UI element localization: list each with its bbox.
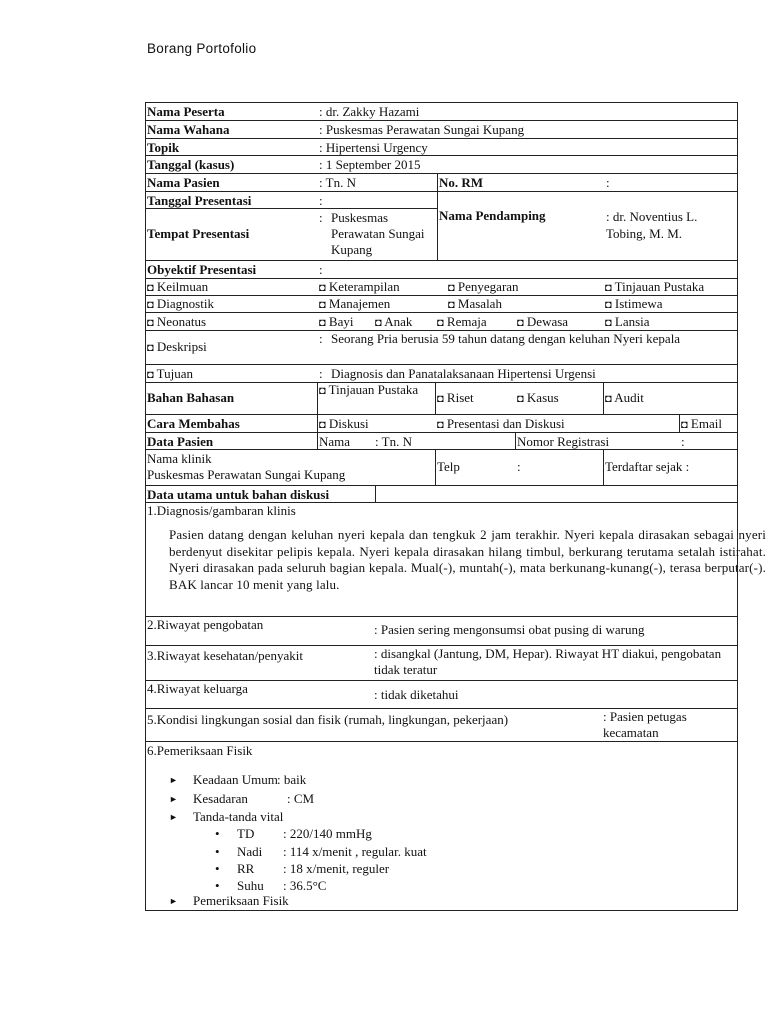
option-email[interactable]: ◘ Email [681, 416, 722, 431]
nomor-registrasi-label: Nomor Registrasi [517, 434, 610, 449]
option-bahan-tinjauan-pustaka[interactable]: ◘ Tinjauan Pustaka [319, 382, 419, 397]
no-rm-label: No. RM [439, 175, 484, 190]
option-diskusi[interactable]: ◘ Diskusi [319, 416, 369, 431]
checkbox-icon: ◘ [605, 317, 612, 329]
option-masalah[interactable]: ◘ Masalah [448, 296, 502, 311]
option-penyegaran[interactable]: ◘ Penyegaran [448, 279, 519, 294]
section-riwayat-keluarga-label: 4.Riwayat keluarga [147, 681, 248, 696]
checkbox-icon: ◘ [375, 317, 382, 329]
option-dewasa[interactable]: ◘ Dewasa [517, 314, 569, 329]
checkbox-icon: ◘ [319, 385, 326, 397]
checkbox-icon: ◘ [437, 393, 444, 405]
section-riwayat-keluarga-value: : tidak diketahui [374, 687, 459, 702]
checkbox-icon: ◘ [517, 317, 524, 329]
pasien-nama-value: : Tn. N [375, 434, 412, 449]
nama-wahana-label: Nama Wahana [147, 122, 230, 137]
tanggal-presentasi-value: : [319, 193, 323, 208]
checkbox-icon: ◘ [605, 282, 612, 294]
nama-klinik-label: Nama klinik [147, 451, 212, 466]
diagnosis-paragraph: Pasien datang dengan keluhan nyeri kepala dan tengkuk 2 jam terakhir. Nyeri kepala dirasakan sebagai nyeri berdenyut disekitar pelipis kepala. Nyeri kepala dirasakan hilang timbul, berkurang terutama setalah istirahat. Nyeri dirasakan pada seluruh bagian kepala. Mual(-), muntah(-), mata berkunang-kunang(-), terasa berputar(-). BAK lancar 10 menit yang lalu. [169, 527, 766, 592]
checkbox-icon: ◘ [319, 419, 326, 431]
checkbox-icon: ◘ [448, 299, 455, 311]
checkbox-icon: ◘ [605, 299, 612, 311]
checkbox-icon: ◘ [319, 299, 326, 311]
arrow-icon: ► [169, 812, 178, 822]
arrow-icon: ► [169, 896, 178, 906]
topik-label: Topik [147, 140, 180, 155]
cara-membahas-label: Cara Membahas [147, 416, 240, 431]
telp-label: Telp [437, 459, 460, 474]
tujuan-option[interactable]: ◘ Tujuan [147, 366, 194, 381]
checkbox-icon: ◘ [147, 342, 154, 354]
option-diagnostik[interactable]: ◘ Diagnostik [147, 296, 214, 311]
terdaftar-sejak: Terdaftar sejak : [605, 459, 690, 474]
portfolio-form-table: Nama Peserta : dr. Zakky Hazami Nama Wahana : Puskesmas Perawatan Sungai Kupang Topik : Hipertensi Urgency Tanggal (kasus) : 1 September 2015 Nama Pasien : Tn. N No. RM : Tanggal Presentasi : Tempat Presentasi : Puskesmas Perawatan Sungai Kupang Nama Pendamping : dr. Noventius L. Tobing, M. M. Obyektif Presentasi : ◘ Keilmuan ◘ Keterampilan ◘ Penyegaran ◘ Tinjauan Pustaka ◘ Diagnostik ◘ Manajemen ◘ Masalah ◘ Istimewa ◘ Neonatus ◘ Bayi ◘ Anak ◘ Remaja ◘ Dewasa ◘ Lansia ◘ Deskripsi : Seorang Pria berusia 59 tahun datang dengan keluhan Nyeri kepala ◘ Tujuan : Diagnosis dan Panatalaksanaan Hipertensi Urgensi Bahan Bahasan ◘ Tinjauan Pustaka ◘ Riset ◘ Kasus ◘ Audit Cara Membahas ◘ Diskusi ◘ Presentasi dan Diskusi ◘ Email Data Pasien Nama : Tn. N Nomor Registrasi : Nama klinik Puskesmas Perawatan Sungai Kupang Telp : Terdaftar sejak : Data utama untuk bahan diskusi 1.Diagnosis/gambaran klinis 2.Riwayat pengobatan : Pasien sering mengonsumsi obat pusing di warung 3.Riwayat kesehatan/penyakit : disangkal (Jantung, DM, Hepar). Riwayat HT diakui, pengobatan tidak teratur 4.Riwayat keluarga : tidak diketahui 5.Kondisi lingkungan sosial dan fisik (rumah, lingkungan, pekerjaan) : Pasien petugas kecamatan 6.Pemeriksaan Fisik ► Keadaan Umum : baik ► Kesadaran : CM ► Tanda-tanda vital • TD : 220/140 mmHg • Nadi : 114 x/menit , regular. kuat • RR : 18 x/menit, reguler • Suhu : 36.5°C ► Pemeriksaan Fisik [145, 102, 738, 912]
deskripsi-colon: : [319, 331, 323, 346]
section-pemeriksaan-fisik-label: 6.Pemeriksaan Fisik [147, 743, 253, 758]
obyektif-presentasi-colon: : [319, 262, 323, 277]
checkbox-icon: ◘ [319, 282, 326, 294]
checkbox-icon: ◘ [147, 317, 154, 329]
tempat-presentasi-colon: : [319, 210, 323, 225]
checkbox-icon: ◘ [681, 419, 688, 431]
section-kondisi-lingkungan-value: : Pasien petugas kecamatan [603, 709, 687, 740]
option-presentasi-diskusi[interactable]: ◘ Presentasi dan Diskusi [437, 416, 565, 431]
option-remaja[interactable]: ◘ Remaja [437, 314, 487, 329]
option-manajemen[interactable]: ◘ Manajemen [319, 296, 391, 311]
option-bayi[interactable]: ◘ Bayi [319, 314, 354, 329]
checkbox-icon: ◘ [448, 282, 455, 294]
option-istimewa[interactable]: ◘ Istimewa [605, 296, 663, 311]
checkbox-icon: ◘ [147, 282, 154, 294]
checkbox-icon: ◘ [319, 317, 326, 329]
tujuan-value: Diagnosis dan Panatalaksanaan Hipertensi Urgensi [331, 366, 596, 381]
checkbox-icon: ◘ [437, 317, 444, 329]
nama-peserta-value: : dr. Zakky Hazami [319, 104, 420, 119]
option-neonatus[interactable]: ◘ Neonatus [147, 314, 207, 329]
checkbox-icon: ◘ [605, 393, 612, 405]
option-riset[interactable]: ◘ Riset [437, 390, 474, 405]
telp-value: : [517, 459, 521, 474]
option-audit[interactable]: ◘ Audit [605, 390, 644, 405]
pasien-nama-label: Nama [319, 434, 351, 449]
data-pasien-label: Data Pasien [147, 434, 214, 449]
section-diagnosis-label: 1.Diagnosis/gambaran klinis [147, 503, 296, 518]
option-tinjauan-pustaka[interactable]: ◘ Tinjauan Pustaka [605, 279, 705, 294]
nama-wahana-value: : Puskesmas Perawatan Sungai Kupang [319, 122, 525, 137]
section-riwayat-kesehatan-value: : disangkal (Jantung, DM, Hepar). Riwayat HT diakui, pengobatan tidak teratur [374, 646, 722, 677]
topik-value: : Hipertensi Urgency [319, 140, 428, 155]
nama-pasien-label: Nama Pasien [147, 175, 220, 190]
option-kasus[interactable]: ◘ Kasus [517, 390, 559, 405]
section-kondisi-lingkungan-label: 5.Kondisi lingkungan sosial dan fisik (rumah, lingkungan, pekerjaan) [147, 712, 509, 727]
deskripsi-option[interactable]: ◘ Deskripsi [147, 339, 207, 354]
tanggal-kasus-value: : 1 September 2015 [319, 157, 421, 172]
tanggal-presentasi-label: Tanggal Presentasi [147, 193, 252, 208]
option-anak[interactable]: ◘ Anak [375, 314, 413, 329]
tempat-presentasi-value: Puskesmas Perawatan Sungai Kupang [331, 210, 425, 257]
option-keterampilan[interactable]: ◘ Keterampilan [319, 279, 400, 294]
checkbox-icon: ◘ [147, 299, 154, 311]
tanggal-kasus-label: Tanggal (kasus) [147, 157, 235, 172]
section-riwayat-pengobatan-value: : Pasien sering mengonsumsi obat pusing di warung [374, 622, 645, 637]
no-rm-value: : [606, 175, 610, 190]
arrow-icon: ► [169, 775, 178, 785]
nomor-registrasi-value: : [681, 434, 685, 449]
checkbox-icon: ◘ [437, 419, 444, 431]
nama-peserta-label: Nama Peserta [147, 104, 225, 119]
bullet-icon: • [215, 861, 220, 876]
checkbox-icon: ◘ [147, 369, 154, 381]
document-title: Borang Portofolio [147, 41, 257, 56]
arrow-icon: ► [169, 794, 178, 804]
option-keilmuan[interactable]: ◘ Keilmuan [147, 279, 209, 294]
data-utama-heading: Data utama untuk bahan diskusi [147, 487, 330, 502]
tempat-presentasi-label: Tempat Presentasi [147, 226, 250, 241]
checkbox-icon: ◘ [517, 393, 524, 405]
tujuan-colon: : [319, 366, 323, 381]
nama-pasien-value: : Tn. N [319, 175, 356, 190]
obyektif-presentasi-label: Obyektif Presentasi [147, 262, 257, 277]
bullet-icon: • [215, 826, 220, 841]
bullet-icon: • [215, 878, 220, 893]
nama-pendamping-label: Nama Pendamping [439, 208, 546, 223]
deskripsi-value: Seorang Pria berusia 59 tahun datang dengan keluhan Nyeri kepala [331, 331, 681, 346]
section-riwayat-kesehatan-label: 3.Riwayat kesehatan/penyakit [147, 648, 303, 663]
nama-klinik-value: Puskesmas Perawatan Sungai Kupang [147, 467, 346, 482]
section-riwayat-pengobatan-label: 2.Riwayat pengobatan [147, 617, 264, 632]
nama-pendamping-value: : dr. Noventius L. Tobing, M. M. [606, 209, 698, 241]
bahan-bahasan-label: Bahan Bahasan [147, 390, 235, 405]
bullet-icon: • [215, 844, 220, 859]
option-lansia[interactable]: ◘ Lansia [605, 314, 650, 329]
